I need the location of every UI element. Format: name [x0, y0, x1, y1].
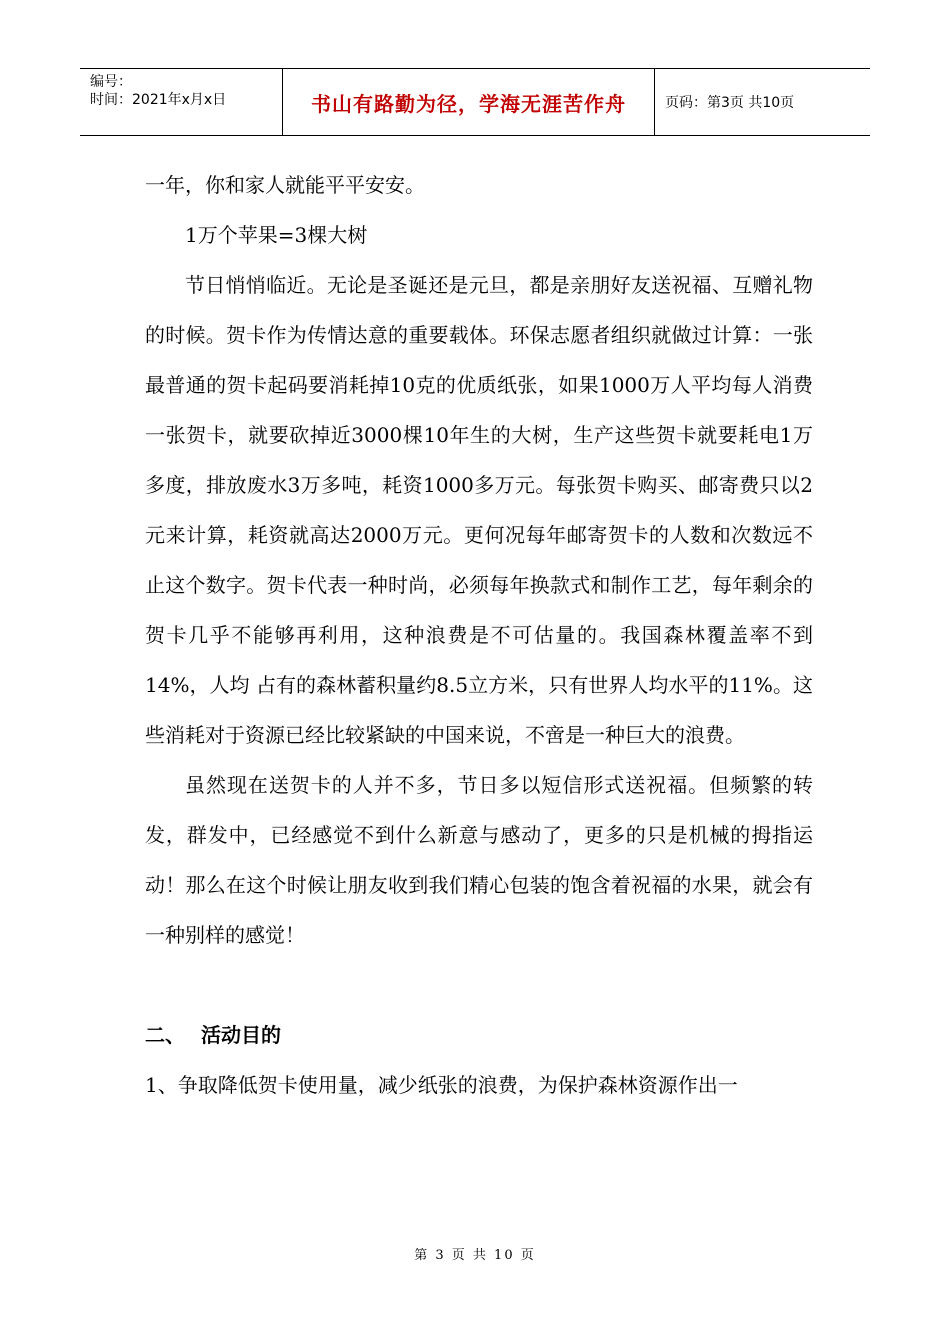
header-meta: [80, 69, 282, 135]
header-number-label: 编号：: [90, 74, 132, 90]
section-number: 二、: [145, 1023, 185, 1047]
paragraph-fruit-gift: 虽然现在送贺卡的人并不多，节日多以短信形式送祝福。但频繁的转发，群发中，已经感觉不到什么新意与感动了，更多的只是机械的拇指运动！那么在这个时候让朋友收到我们精心包装的饱含着祝福的水果，就会有一种别样的感觉！: [145, 773, 813, 947]
header-date-label: 时间：2021年x月x日: [90, 92, 227, 108]
document-body: [145, 160, 813, 1110]
page-footer: 第 3 页 共 10 页: [414, 1248, 536, 1263]
paragraph-goal-1: 1、争取降低贺卡使用量，减少纸张的浪费，为保护森林资源作出一: [145, 1073, 738, 1097]
section-title: 活动目的: [201, 1023, 281, 1047]
section-heading: [145, 1010, 813, 1060]
paragraph-subtitle: 1万个苹果=3棵大树: [185, 223, 368, 247]
paragraph-greeting-cards: 节日悄悄临近。无论是圣诞还是元旦，都是亲朋好友送祝福、互赠礼物的时候。贺卡作为传情达意的重要载体。环保志愿者组织就做过计算：一张最普通的贺卡起码要消耗掉10克的优质纸张，如果1000万人平均每人消费一张贺卡，就要砍掉近3000棵10年生的大树，生产这些贺卡就要耗电1万多度，排放废水3万多吨，耗资1000多万元。每张贺卡购买、邮寄费只以2元来计算，耗资就高达2000万元。更何况每年邮寄贺卡的人数和次数远不止这个数字。贺卡代表一种时尚，必须每年换款式和制作工艺，每年剩余的贺卡几乎不能够再利用，这种浪费是不可估量的。我国森林覆盖率不到14%，人均 占有的森林蓄积量约8.5立方米，只有世界人均水平的11%。这些消耗对于资源已经比较紧缺的中国来说，不啻是一种巨大的浪费。: [145, 273, 813, 747]
paragraph-continuation: 一年，你和家人就能平平安安。: [145, 173, 425, 197]
page-header: [80, 68, 870, 136]
header-page-info: 页码：第3页 共10页: [665, 95, 795, 111]
header-motto: 书山有路勤为径，学海无涯苦作舟: [282, 69, 655, 135]
